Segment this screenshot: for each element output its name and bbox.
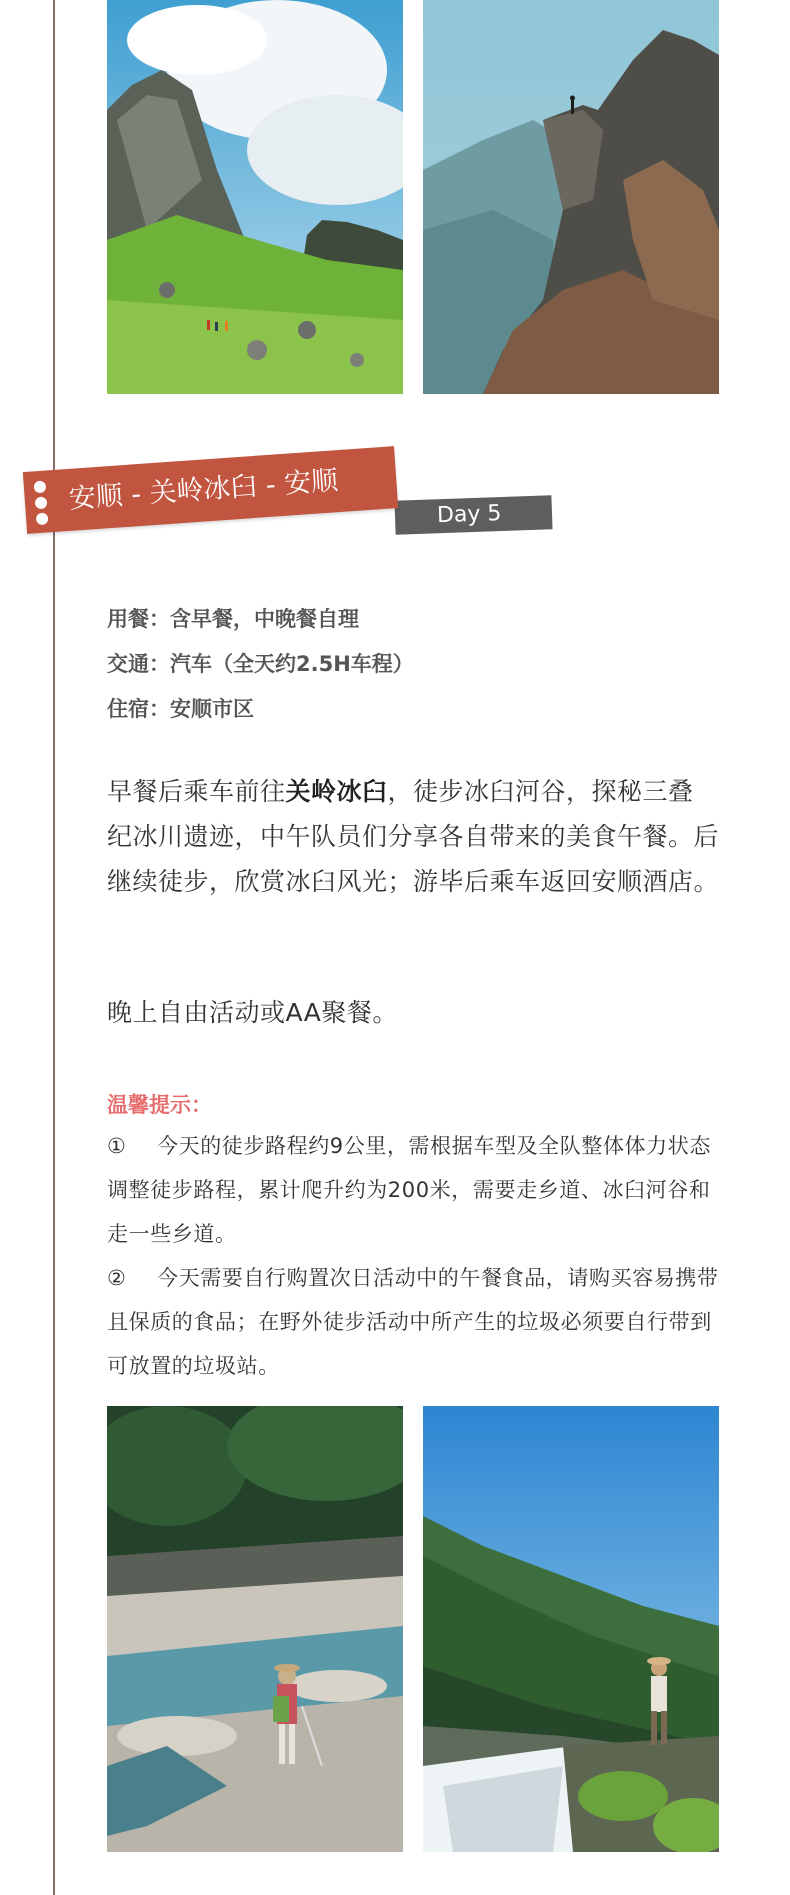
tip-number: ① xyxy=(107,1134,127,1158)
tips-list xyxy=(107,1124,719,1388)
ribbon-dot xyxy=(35,496,48,509)
tips-title: 温馨提示： xyxy=(107,1093,212,1117)
tip-item xyxy=(107,1124,719,1256)
river-valley-hiker-photo xyxy=(107,1406,403,1852)
transport-info: 交通：汽车（全天约2.5H车程） xyxy=(107,652,414,676)
title-ribbon xyxy=(23,446,398,534)
ribbon-dot xyxy=(34,481,47,494)
ribbon-dot xyxy=(36,512,49,525)
tip-item xyxy=(107,1256,719,1388)
trip-info xyxy=(107,597,727,732)
tip-number: ② xyxy=(107,1266,127,1290)
cliff-hiker-photo xyxy=(423,0,719,394)
lodging-info: 住宿：安顺市区 xyxy=(107,697,254,721)
route-title: 安顺 - 关岭冰臼 - 安顺 xyxy=(67,465,340,515)
timeline-line xyxy=(53,0,55,1895)
tip-text: 今天需要自行购置次日活动中的午餐食品，请购买容易携带且保质的食品；在野外徒步活动中所产生的垃圾必须要自行带到可放置的垃圾站。 xyxy=(107,1266,719,1378)
highlight-place: 关岭冰臼 xyxy=(285,777,388,806)
ribbon-dots xyxy=(34,480,51,525)
waterfall-hiker-photo xyxy=(423,1406,719,1852)
karst-peak-meadow-photo xyxy=(107,0,403,394)
day-banner xyxy=(25,460,535,560)
itinerary-paragraph xyxy=(107,769,719,904)
itinerary-text-rest: ，徒步冰臼河谷，探秘三叠纪冰川遗迹，中午队员们分享各自带来的美食午餐。后继续徒步，欣赏冰臼风光；游毕后乘车返回安顺酒店。 xyxy=(107,777,720,896)
evening-paragraph: 晚上自由活动或AA聚餐。 xyxy=(107,998,398,1027)
tip-text: 今天的徒步路程约9公里，需根据车型及全队整体体力状态调整徒步路程，累计爬升约为200米，需要走乡道、冰臼河谷和走一些乡道。 xyxy=(107,1134,711,1246)
itinerary-text-start: 早餐后乘车前往 xyxy=(107,777,286,806)
day-tag: Day 5 xyxy=(394,495,552,534)
meals-info: 用餐：含早餐，中晚餐自理 xyxy=(107,607,359,631)
